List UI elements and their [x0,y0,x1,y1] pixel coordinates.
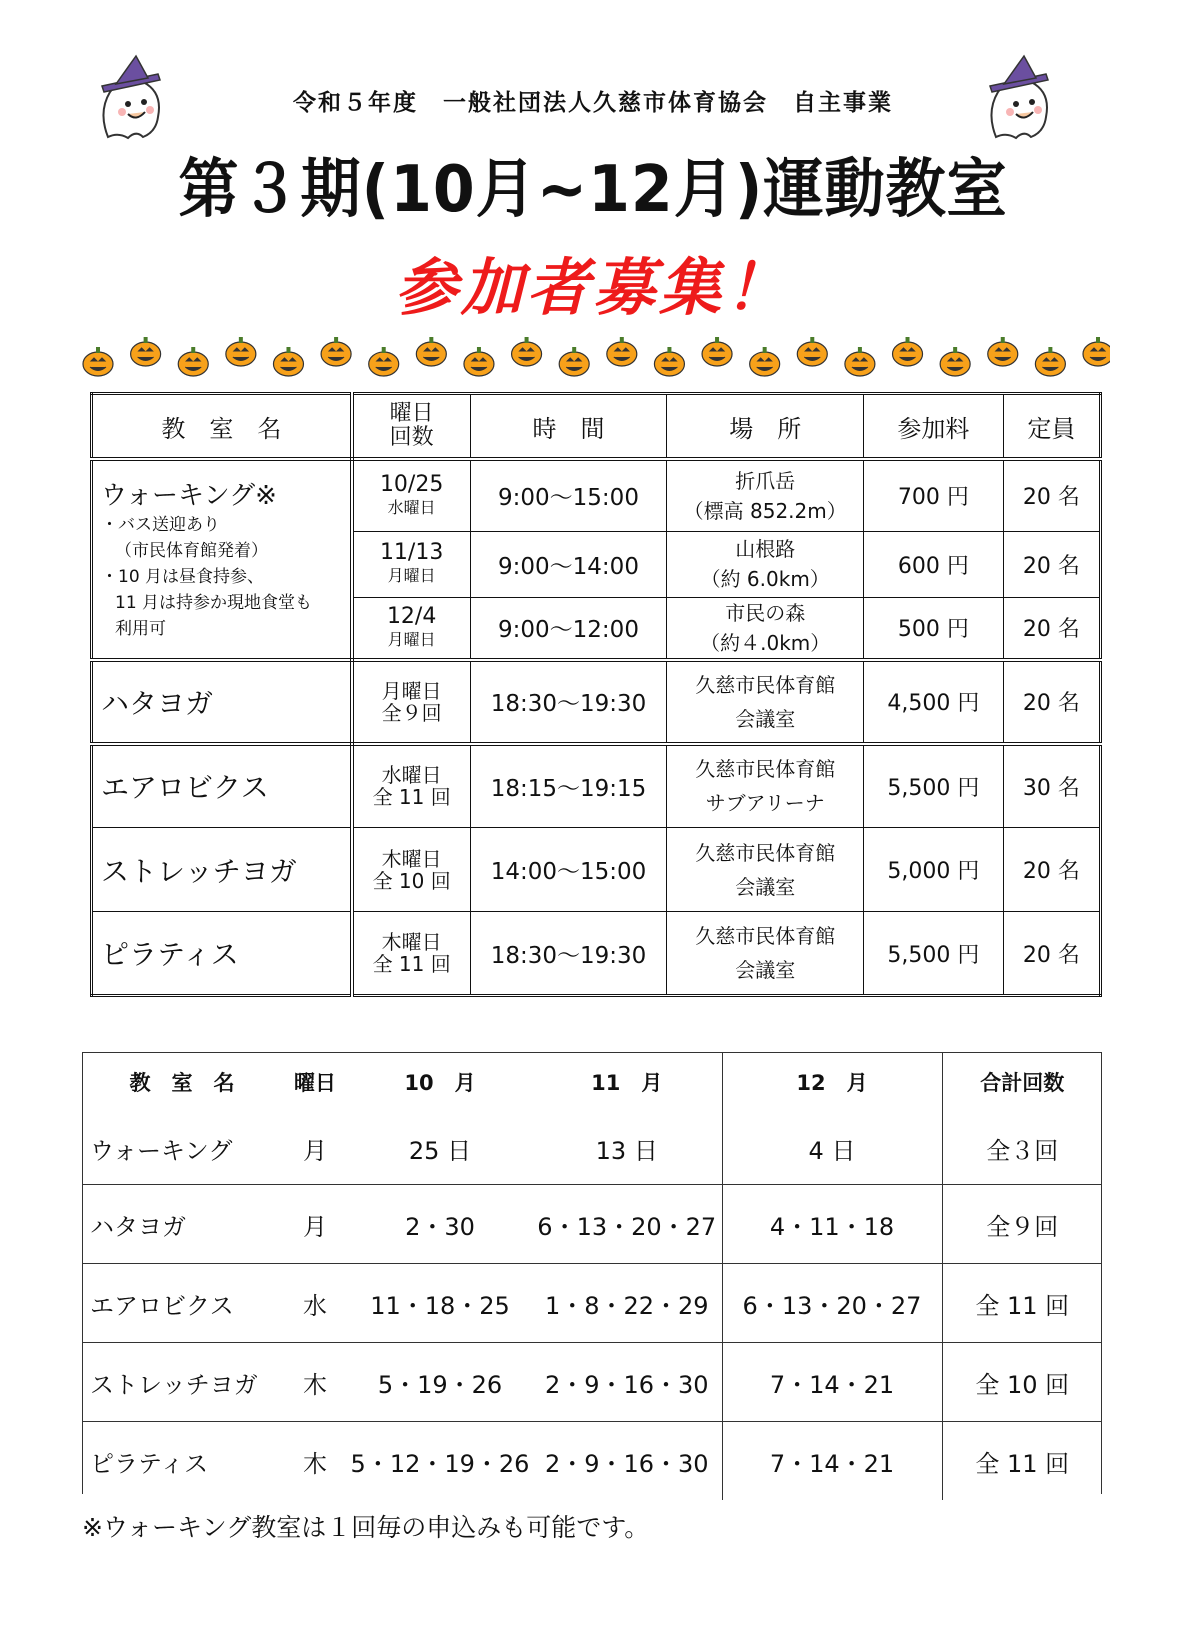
place-line: 久慈市民体育館 [695,924,836,948]
pumpkin-icon [1083,337,1110,366]
cal-nov: 2・9・16・30 [544,1449,709,1478]
session-fee: 700 円 [864,459,1004,531]
place-line: 会議室 [735,706,796,731]
session-fee: 500 円 [864,597,1004,660]
class-day [352,744,470,828]
class-fee: 4,500 円 [864,660,1004,744]
class-name: ピラティス [92,912,352,996]
pumpkin-icon [654,347,684,376]
cal-weekday: 水 [282,1264,348,1343]
place-line: 久慈市民体育館 [695,757,836,782]
place-line: サブアリーナ [705,791,825,816]
cal-header-nov: 11 月 [591,1071,663,1095]
class-day [352,912,470,996]
class-place [667,912,864,996]
class-capacity: 20 名 [1003,660,1100,744]
pumpkin-icon [369,347,399,376]
walking-note: ・10 月は昼食持参、 [101,567,265,587]
table-header-row [92,394,1101,460]
pumpkin-icon [845,347,875,376]
pumpkin-icon [321,337,351,366]
cal-total: 全 11 回 [942,1422,1102,1501]
cal-dec: 4 日 [722,1112,942,1185]
session-place [667,531,864,597]
class-capacity: 20 名 [1003,912,1100,996]
table-row [92,828,1101,912]
session-capacity: 20 名 [1003,531,1100,597]
cal-dec: 7・14・21 [722,1343,942,1422]
session-fee: 600 円 [864,531,1004,597]
calendar-row [82,1185,1102,1264]
class-fee: 5,500 円 [864,744,1004,828]
pumpkin-icon [464,347,494,376]
pumpkin-icon [226,337,256,366]
place-line: 久慈市民体育館 [695,840,836,865]
cal-oct: 5・19・26 [348,1343,532,1422]
cal-total: 全９回 [942,1185,1102,1264]
place-line: （約４.0km） [700,630,831,655]
pumpkin-icon [893,337,923,366]
cal-weekday: 月 [282,1112,348,1185]
page-title: 第３期(10月~12月)運動教室 [178,153,1008,227]
pumpkin-icon [988,337,1018,366]
calendar-row [82,1343,1102,1422]
session-day [352,459,470,531]
class-day [352,660,470,744]
class-capacity: 30 名 [1003,744,1100,828]
session-weekday: 月曜日 [387,629,436,649]
calendar-row [82,1112,1102,1185]
place-line: （標高 852.2m） [683,498,847,523]
class-name: ハタヨガ [92,660,352,744]
cal-nov: 6・13・20・27 [532,1185,722,1264]
walking-note: 11 月は持参か現地食堂も [115,593,313,613]
session-weekday: 月曜日 [387,566,436,585]
cal-header-weekday: 曜日 [294,1071,336,1095]
place-line: 折爪岳 [735,468,796,493]
pumpkin-icon [1035,347,1065,376]
pumpkin-icon [750,347,780,376]
class-place [667,744,864,828]
table-row [92,912,1101,996]
session-date: 12/4 [386,603,437,629]
pumpkin-icon [178,347,208,376]
calendar-row [82,1422,1102,1501]
session-place [667,459,864,531]
recruit-heading: 参加者募集！ [394,251,791,324]
pumpkin-border [80,326,1110,386]
class-time: 18:15～19:15 [470,744,667,828]
walking-class-cell [92,459,352,660]
cal-total: 全 10 回 [942,1343,1102,1422]
place-line: 会議室 [735,958,796,982]
header-name: 教 室 名 [92,394,352,460]
calendar-table [82,1052,1102,1500]
organization-line: 令和５年度 一般社団法人久慈市体育協会 自主事業 [293,90,893,116]
session-day [352,531,470,597]
class-place [667,828,864,912]
cal-weekday: 月 [282,1185,348,1264]
class-count: 全 11 回 [372,952,451,976]
cal-dec: 4・11・18 [722,1185,942,1264]
walking-title: ウォーキング※ [101,481,277,511]
header-time: 時 間 [470,394,667,460]
cal-name: ピラティス [90,1449,209,1478]
cal-dec: 7・14・21 [722,1422,942,1501]
session-capacity: 20 名 [1003,597,1100,660]
cal-dec: 6・13・20・27 [722,1264,942,1343]
session-date: 10/25 [379,471,444,497]
schedule-table [90,392,1102,997]
class-fee: 5,500 円 [864,912,1004,996]
place-line: （約 6.0km） [700,567,830,591]
place-line: 久慈市民体育館 [695,672,836,697]
walking-note: 利用可 [115,619,166,639]
calendar-row [82,1264,1102,1343]
pumpkin-icon [416,337,446,366]
cal-name: ストレッチヨガ [82,1343,282,1422]
header-capacity: 定員 [1003,394,1100,460]
cal-nov: 13 日 [532,1112,722,1185]
cal-oct: 2・30 [348,1185,532,1264]
class-weekday: 木曜日 [381,930,442,954]
place-line: 市民の森 [725,600,806,625]
cal-nov: 2・9・16・30 [532,1343,722,1422]
cal-header-total: 合計回数 [942,1052,1102,1112]
place-line: 山根路 [735,537,796,561]
cal-oct: 5・12・19・26 [350,1449,530,1478]
session-capacity: 20 名 [1003,459,1100,531]
cal-name: ハタヨガ [82,1185,282,1264]
pumpkin-icon [83,347,113,376]
pumpkin-icon [702,337,732,366]
cal-weekday: 木 [282,1343,348,1422]
header-day: 曜日 [389,401,434,426]
class-weekday: 木曜日 [381,846,442,871]
session-date: 11/13 [379,540,444,565]
class-fee: 5,000 円 [864,828,1004,912]
session-place [667,597,864,660]
cal-total: 全 11 回 [942,1264,1102,1343]
pumpkin-icon [797,337,827,366]
cal-nov: 1・8・22・29 [532,1264,722,1343]
pumpkin-icon [607,337,637,366]
table-row [92,744,1101,828]
session-time: 9:00～15:00 [470,459,667,531]
header-day-count [352,394,470,460]
header-count: 回数 [389,425,434,450]
class-count: 全９回 [381,700,442,725]
class-count: 全 10 回 [372,868,451,893]
class-capacity: 20 名 [1003,828,1100,912]
class-weekday: 水曜日 [381,763,442,788]
session-weekday: 水曜日 [387,497,436,517]
table-row [92,459,1101,531]
session-time: 9:00～12:00 [470,597,667,660]
class-time: 14:00～15:00 [470,828,667,912]
pumpkin-icon [940,347,970,376]
place-line: 会議室 [735,874,796,899]
cal-name: ウォーキング [82,1112,282,1185]
class-weekday: 月曜日 [381,678,442,703]
walking-note: ・バス送迎あり [101,515,220,535]
header-fee: 参加料 [864,394,1004,460]
class-place [667,660,864,744]
cal-header-oct: 10 月 [404,1071,476,1095]
cal-header-dec: 12 月 [722,1052,942,1112]
pumpkin-icon [131,337,161,366]
class-name: ストレッチヨガ [92,828,352,912]
class-time: 18:30～19:30 [470,660,667,744]
cal-name: エアロビクス [82,1264,282,1343]
header-place: 場 所 [667,394,864,460]
cal-header-name: 教 室 名 [129,1071,235,1095]
class-day [352,828,470,912]
class-name: エアロビクス [92,744,352,828]
cal-weekday: 木 [303,1449,327,1478]
session-day [352,597,470,660]
session-time: 9:00～14:00 [470,531,667,597]
pumpkin-icon [273,347,303,376]
footnote: ※ウォーキング教室は１回毎の申込みも可能です。 [82,1513,650,1542]
cal-total: 全３回 [942,1112,1102,1185]
calendar-header-row [82,1052,1102,1112]
cal-oct: 11・18・25 [348,1264,532,1343]
class-time: 18:30～19:30 [470,912,667,996]
class-count: 全 11 回 [372,785,451,810]
pumpkin-icon [559,347,589,376]
walking-note: （市民体育館発着） [115,541,268,561]
cal-oct: 25 日 [348,1112,532,1185]
pumpkin-icon [512,337,542,366]
table-row [92,660,1101,744]
